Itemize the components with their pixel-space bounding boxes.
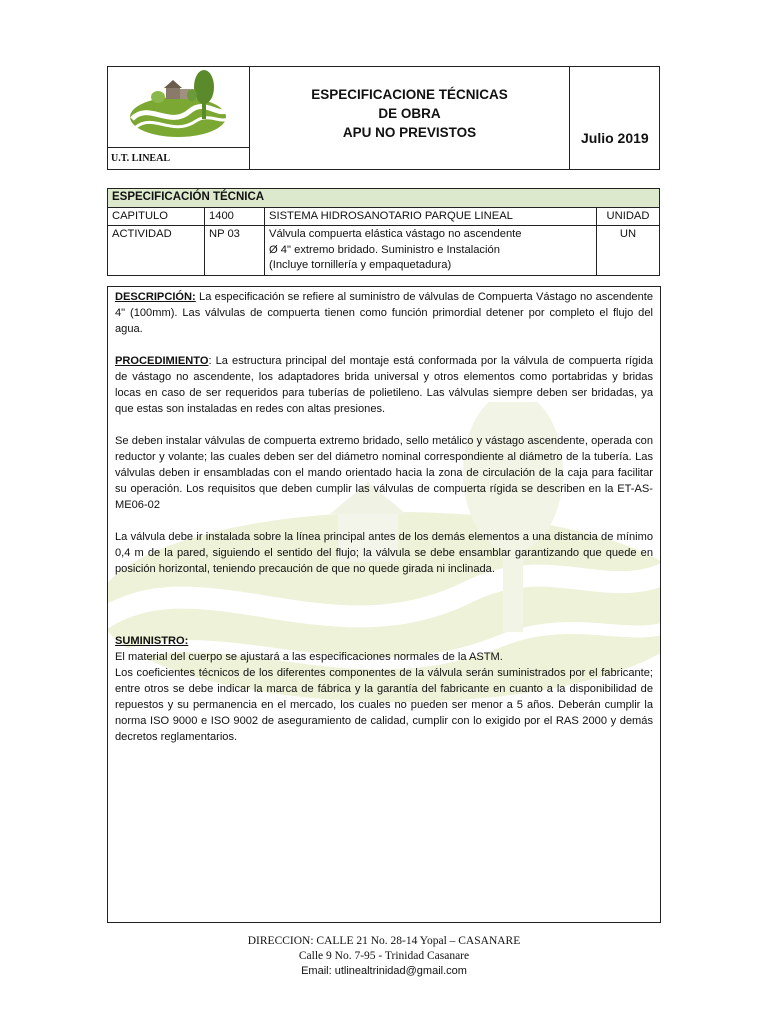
title-line-2: DE OBRA: [378, 106, 441, 121]
procedure-text: : La estructura principal del montaje está conformada por la válvula de compuerta rígida de vástago no ascendente, los adaptadores brida universal y otros elementos como portabridas y bridas locas en caso de ser requeridos para tuberías de polietileno. Las válvulas siempre deben ser bridadas, ya que estas son instaladas en redes con altas presiones.: [115, 355, 653, 415]
title-line-1: ESPECIFICACIONE TÉCNICAS: [311, 87, 508, 102]
activity-unit: UN: [597, 226, 660, 276]
supply-line-1: El material del cuerpo se ajustará a las especificaciones normales de la ASTM.: [115, 651, 503, 663]
chapter-description: SISTEMA HIDROSANOTARIO PARQUE LINEAL: [265, 207, 597, 226]
activity-description-line: (Incluye tornillería y empaquetadura): [269, 259, 452, 271]
footer-address-2: Calle 9 No. 7-95 - Trinidad Casanare: [298, 950, 470, 962]
description-text: La especificación se refiere al suministro de válvulas de Compuerta Vástago no ascendente 4" (100mm). Las válvulas de compuerta tienen como función primordial detener por completo el flujo del agua.: [115, 291, 653, 335]
table-row: [108, 226, 660, 276]
procedure-paragraph: [115, 353, 653, 417]
table-row: [108, 207, 660, 226]
body-content: [115, 289, 653, 745]
supply-section: [115, 633, 653, 745]
supply-text: Los coeficientes técnicos de los diferentes componentes de la válvula serán suministrados por el fabricante; entre otros se debe indicar la marca de fábrica y la garantía del fabricante en cuanto a la disponibilidad de repuestos y su permanencia en el mercado, los cuales no pueden ser menor a 5 años. Deberán cumplir la norma ISO 9000 e ISO 9002 de aseguramiento de calidad, cumplir con lo exigido por el RAS 2000 y demás decretos reglamentarios.: [115, 667, 653, 743]
title-line-3: APU NO PREVISTOS: [342, 125, 477, 140]
logo-cell: [108, 67, 250, 148]
installation-paragraph: Se deben instalar válvulas de compuerta extremo bridado, sello metálico y vástago ascendente, operada con reductor y volante; las cuales deben ser del diámetro nominal correspondiente al diámetro de la tubería. Las válvulas deben ir ensambladas con el mando orientado hacia la zona de circulación de la caja para facilitar su operación. Los requisitos que deben cumplir las válvulas de compuerta rígida se describen en la ET-AS-ME06-02: [115, 435, 653, 511]
description-paragraph: [115, 289, 653, 337]
activity-description-line: Válvula compuerta elástica vástago no ascendente: [269, 228, 522, 240]
activity-description: [265, 226, 597, 276]
footer-email: Email: utlinealtrinidad@gmail.com: [301, 965, 467, 977]
unit-header: UNIDAD: [597, 207, 660, 226]
spacer: [115, 593, 653, 633]
document-date: Julio 2019: [581, 130, 649, 146]
chapter-label: CAPITULO: [108, 207, 205, 226]
spec-table: [107, 188, 660, 276]
document-header: [107, 66, 660, 170]
park-landscape-logo-icon: [108, 67, 248, 147]
specification-body: [107, 286, 661, 923]
activity-label: ACTIVIDAD: [108, 226, 205, 276]
procedure-label: PROCEDIMIENTO: [115, 355, 209, 367]
chapter-code: 1400: [205, 207, 265, 226]
description-label: DESCRIPCIÓN:: [115, 291, 196, 303]
page-title: [250, 67, 570, 169]
page-footer: [0, 934, 768, 979]
spec-table-heading: ESPECIFICACIÓN TÉCNICA: [108, 189, 660, 208]
activity-description-line: Ø 4" extremo bridado. Suministro e Instalación: [269, 243, 500, 256]
org-name: U.T. LINEAL: [108, 148, 250, 170]
activity-code: NP 03: [205, 226, 265, 276]
placement-paragraph: La válvula debe ir instalada sobre la línea principal antes de los demás elementos a una distancia de mínimo 0,4 m de la pared, siguiendo el sentido del flujo; la válvula se debe ensamblar garantizando que quede en posición horizontal, teniendo precaución de que no quede girada ni inclinada.: [115, 531, 653, 575]
supply-label: SUMINISTRO:: [115, 635, 189, 647]
footer-address-1: DIRECCION: CALLE 21 No. 28-14 Yopal – CASANARE: [247, 935, 521, 947]
spec-table-header-row: [108, 189, 660, 208]
